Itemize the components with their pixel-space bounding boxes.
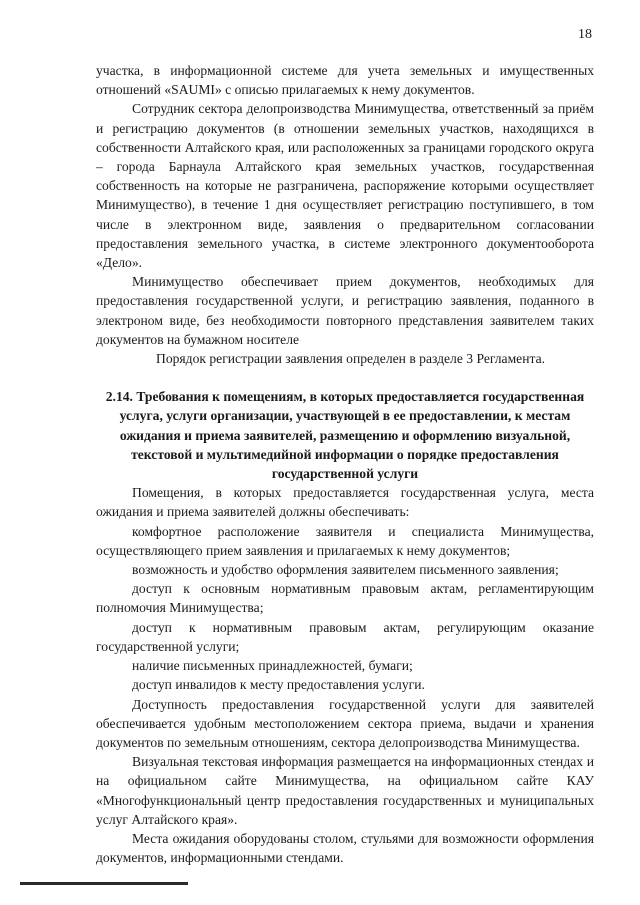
document-body xyxy=(96,61,594,867)
paragraphs-before xyxy=(96,61,594,368)
paragraph: Визуальная текстовая информация размещается на информационных стендах и на официальном сайте Минимущества, на официальном сайте КАУ «Многофункциональный центр предоставления государственных и муниципальных услуг Алтайского края». xyxy=(96,754,594,827)
paragraph: доступ инвалидов к месту предоставления услуги. xyxy=(132,677,425,693)
page-number: 18 xyxy=(578,27,592,42)
paragraph: Минимущество обеспечивает прием документов, необходимых для предоставления государственной услуги, и регистрацию заявления, поданного в электроном виде, без необходимости повторного представления заявителем таких документов на бумажном носителе xyxy=(96,274,594,347)
paragraph: Сотрудник сектора делопроизводства Минимущества, ответственный за приём и регистрацию документов (в отношении земельных участков, находящихся в собственности Алтайского края, или расположенных за границами городского округа – города Барнаула Алтайского края земельных участков, государственная собственность на которые не разграничена, распоряжение которыми осуществляет Минимущество), в течение 1 дня осуществляет регистрацию поступившего, в том числе в электронном виде, заявления о предварительном согласовании предоставления земельного участка, в системе электронного документооборота «Дело». xyxy=(96,101,594,271)
section-spacer xyxy=(96,368,594,387)
paragraph: участка, в информационной системе для учета земельных и имущественных отношений «SAUMI» с описью прилагаемых к нему документов. xyxy=(96,63,594,98)
section-heading: 2.14. Требования к помещениям, в которых предоставляется государственная услуга, услуги организации, участвующей в ее предоставлении, к местам ожидания и приема заявителей, размещению и оформлению визуальной, текстовой и мультимедийной информации о порядке предоставления государственной услуги xyxy=(105,389,585,482)
paragraph: возможность и удобство оформления заявителем письменного заявления; xyxy=(132,562,559,578)
paragraph: комфортное расположение заявителя и специалиста Минимущества, осуществляющего прием заявления и прилагаемых к нему документов; xyxy=(96,523,594,558)
paragraph: Порядок регистрации заявления определен в разделе 3 Регламента. xyxy=(156,351,546,367)
footer-rule xyxy=(20,882,188,885)
paragraph: доступ к нормативным правовым актам, регулирующим оказание государственной услуги; xyxy=(96,619,594,654)
paragraphs-after xyxy=(96,483,594,867)
paragraph: Помещения, в которых предоставляется государственная услуга, места ожидания и приема заявителей должны обеспечивать: xyxy=(96,485,594,520)
paragraph: Места ожидания оборудованы столом, стульями для возможности оформления документов, информационными стендами. xyxy=(96,830,594,866)
paragraph: Доступность предоставления государственной услуги для заявителей обеспечивается удобным местоположением сектора приема, выдачи и хранения документов по земельным отношениям, сектора делопроизводства Минимущества. xyxy=(96,696,594,750)
paragraph: доступ к основным нормативным правовым актам, регламентирующим полномочия Минимущества; xyxy=(96,581,594,616)
paragraph: наличие письменных принадлежностей, бумаги; xyxy=(132,658,413,674)
